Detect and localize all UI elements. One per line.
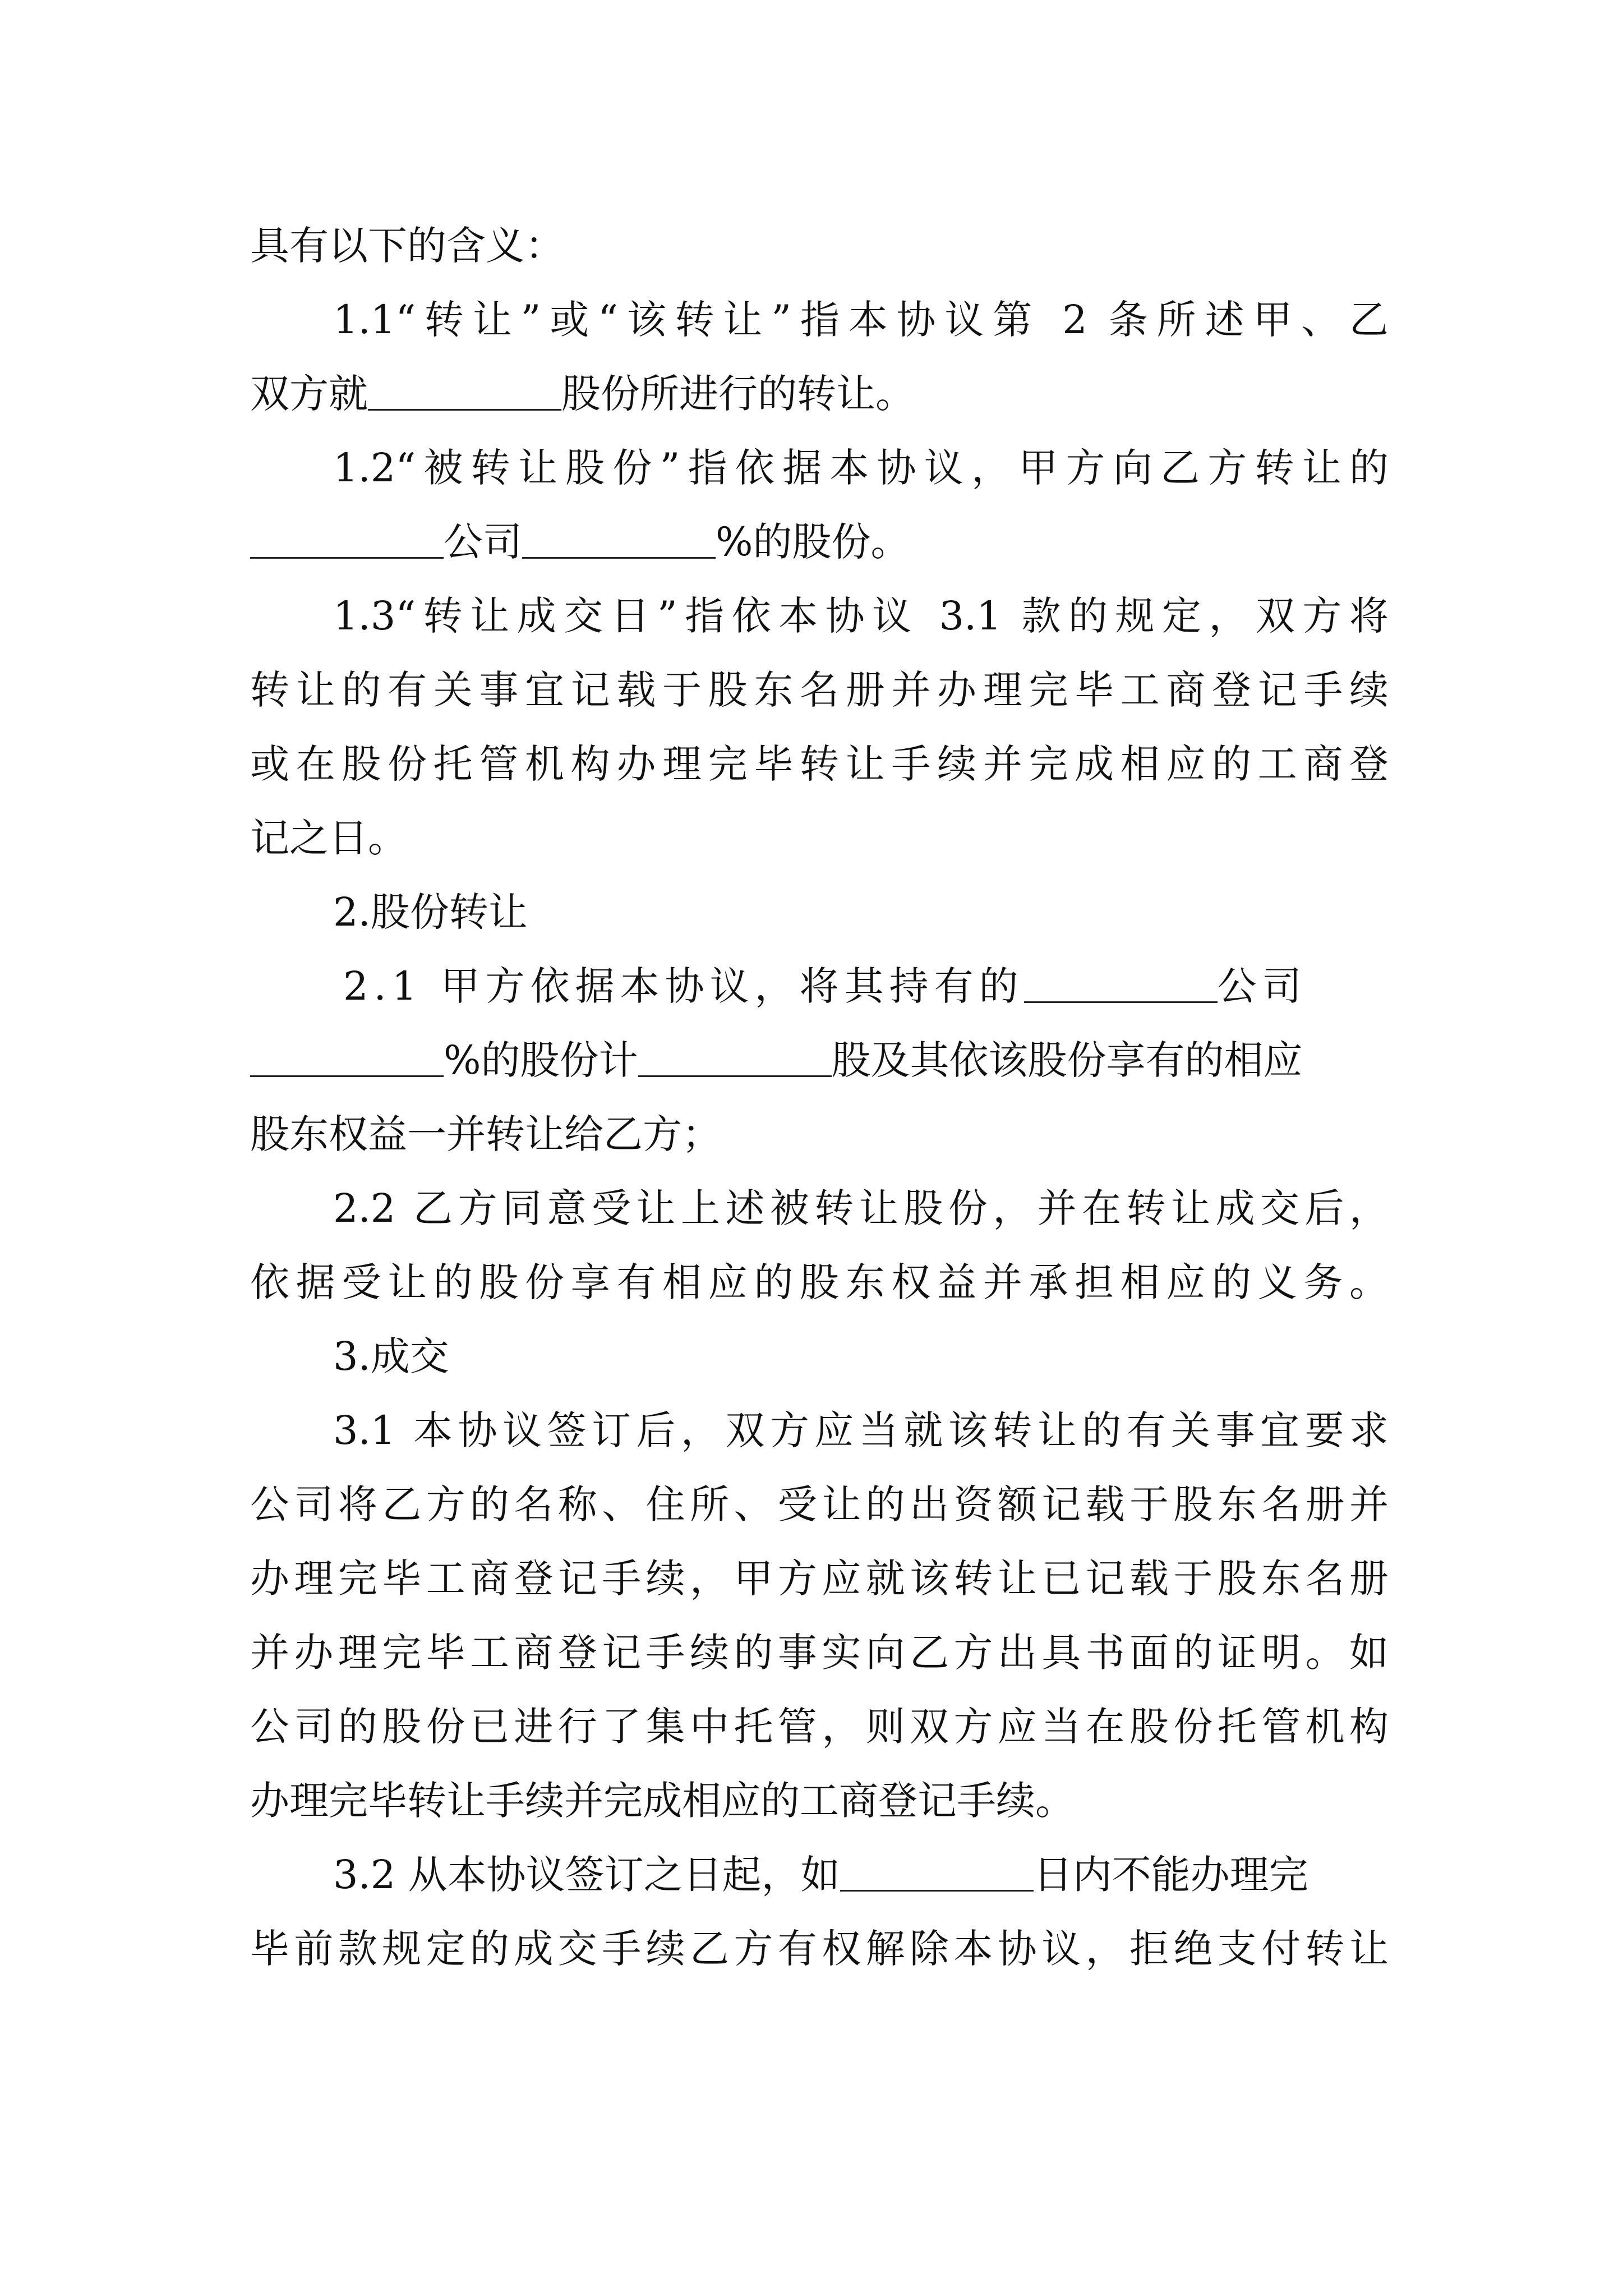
fill-in-blank[interactable] <box>522 518 716 559</box>
section-heading: 2.股份转让 <box>333 889 528 935</box>
text-segment: %的股份计 <box>444 1037 638 1083</box>
text-segment: 股及其依该股份享有的相应 <box>831 1037 1303 1083</box>
text-segment: 股份所进行的转让。 <box>561 371 915 417</box>
clause-3-1-line: 办理完毕工商登记手续，甲方应就该转让已记载于股东名册 <box>250 1556 1389 1602</box>
text-segment: 公司 <box>1217 963 1307 1009</box>
clause-3-1-line: 并办理完毕工商登记手续的事实向乙方出具书面的证明。如 <box>250 1630 1389 1676</box>
clause-1-3-line: 1.3“转让成交日”指依本协议 3.1 款的规定，双方将 <box>333 593 1389 639</box>
clause-1-1-line: 1.1“转让”或“该转让”指本协议第 2 条所述甲、乙 <box>333 297 1389 343</box>
fill-in-blank[interactable] <box>840 1851 1034 1892</box>
clause-1-2-line <box>250 508 1389 576</box>
clause-1-3-line: 记之日。 <box>250 815 407 861</box>
clause-2-2-line: 2.2 乙方同意受让上述被转让股份，并在转让成交后， <box>333 1185 1389 1231</box>
text-segment: 日内不能办理完 <box>1033 1852 1308 1898</box>
section-heading: 3.成交 <box>333 1333 449 1379</box>
text-segment: 公司 <box>444 519 522 565</box>
clause-1-3-line: 转让的有关事宜记载于股东名册并办理完毕工商登记手续 <box>250 667 1389 713</box>
text-segment: 2.1 甲方依据本协议，将其持有的 <box>343 963 1024 1009</box>
clause-2-2-line: 依据受让的股份享有相应的股东权益并承担相应的义务。 <box>250 1259 1389 1305</box>
clause-2-1-line <box>250 1027 1389 1094</box>
fill-in-blank[interactable] <box>638 1036 832 1077</box>
text-segment: 3.2 从本协议签订之日起，如 <box>333 1852 840 1898</box>
text-segment: 双方就 <box>250 371 368 417</box>
clause-2-1-line <box>343 953 1389 1020</box>
text-segment: %的股份。 <box>716 519 910 565</box>
paragraph-line: 具有以下的含义： <box>250 223 564 269</box>
fill-in-blank[interactable] <box>368 370 561 411</box>
clause-1-1-line <box>250 360 1389 427</box>
clause-1-3-line: 或在股份托管机构办理完毕转让手续并完成相应的工商登 <box>250 741 1389 787</box>
clause-3-2-line <box>333 1841 1389 1908</box>
clause-3-1-line: 公司将乙方的名称、住所、受让的出资额记载于股东名册并 <box>250 1481 1389 1527</box>
clause-3-1-line: 办理完毕转让手续并完成相应的工商登记手续。 <box>250 1778 1075 1824</box>
fill-in-blank[interactable] <box>250 518 444 559</box>
clause-2-1-line: 股东权益一并转让给乙方； <box>250 1111 721 1157</box>
fill-in-blank[interactable] <box>1024 962 1218 1003</box>
clause-3-1-line: 3.1 本协议签订后，双方应当就该转让的有关事宜要求 <box>333 1407 1389 1453</box>
clause-3-1-line: 公司的股份已进行了集中托管，则双方应当在股份托管机构 <box>250 1704 1389 1750</box>
fill-in-blank[interactable] <box>250 1036 444 1077</box>
clause-1-2-line: 1.2“被转让股份”指依据本协议，甲方向乙方转让的 <box>333 445 1389 491</box>
clause-3-2-line: 毕前款规定的成交手续乙方有权解除本协议，拒绝支付转让 <box>250 1926 1389 1972</box>
